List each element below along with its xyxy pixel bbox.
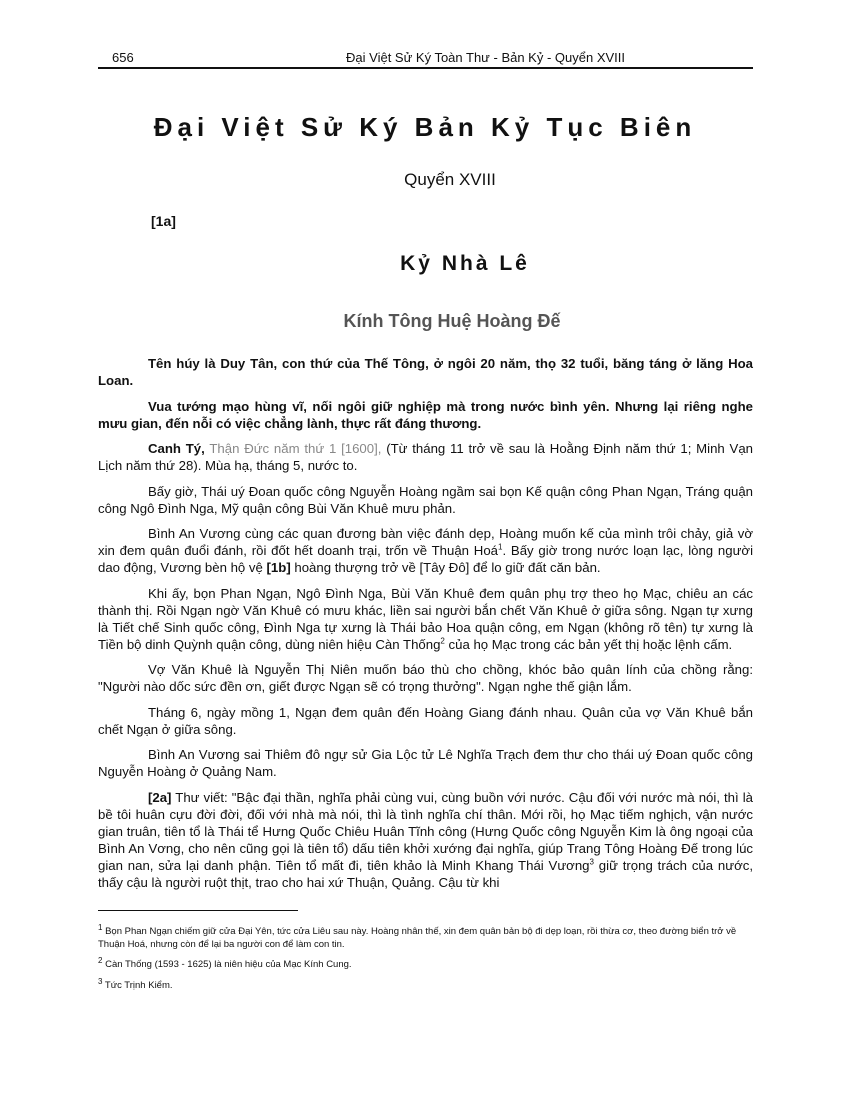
paragraph-text: Khi ấy, bọn Phan Ngạn, Ngô Đình Nga, Bùi Văn Khuê đem quân phụ trợ theo họ Mạc, chiêu an các thành thị. Rồi Ngạn ngờ Văn Khuê có mưu khác, liền sai người bắn chết Văn Khuê ở giữa sông. Ngạn tự xưng là Tiết chế Sinh quốc công, Đình Nga tự xưng là Thái bảo Hoa quận công, em Ngạn (không rõ tên) tự xưng là Tiền bộ dinh Quỳnh quận công, dùng niên hiệu Càn Thống: [98, 585, 753, 652]
paragraph-text: hoàng thượng trở về [Tây Đô] để lo giữ đất căn bản.: [290, 560, 601, 575]
footnote-ref: 3: [589, 857, 594, 867]
paragraph: [98, 585, 753, 653]
paragraph: Tên húy là Duy Tân, con thứ của Thế Tông, ở ngôi 20 năm, thọ 32 tuổi, băng táng ở lăng Hoa Loan.: [98, 356, 753, 388]
era-name: Thận Đức năm thứ 1 [1600],: [204, 441, 382, 456]
header-divider: [98, 67, 753, 69]
paragraph: Tháng 6, ngày mồng 1, Ngạn đem quân đến Hoàng Giang đánh nhau. Quân của vợ Văn Khuê bắn chết Ngạn ở giữa sông.: [98, 704, 753, 737]
page-marker-1b: [1b]: [266, 560, 291, 575]
footnote-ref: 2: [440, 636, 445, 646]
footnote-number: 3: [98, 976, 103, 986]
footnote-number: 2: [98, 955, 103, 965]
paragraph-text: . Bấy giờ trong nước loạn lạc, lòng người dao động, Vương bèn hộ vệ: [98, 543, 753, 575]
footnote: [98, 922, 753, 951]
paragraph: [98, 440, 753, 474]
footnote: [98, 976, 753, 993]
footnote-ref: 1: [498, 542, 503, 552]
page-number: 656: [112, 50, 134, 65]
page-marker-2a: [2a]: [148, 789, 172, 805]
book-title: Đại Việt Sử Ký Bản Kỷ Tục Biên: [153, 112, 697, 142]
body-text: [98, 355, 753, 899]
paragraph: Bấy giờ, Thái uý Đoan quốc công Nguyễn Hoàng ngầm sai bọn Kế quận công Phan Ngạn, Tráng quận công Ngô Đình Nga, Mỹ quận công Bùi Văn Khuê mưu phản.: [98, 483, 753, 516]
paragraph-text: của họ Mạc trong các bản yết thị hoặc lệnh cấm.: [444, 636, 733, 652]
paragraph-text: Thư viết: "Bậc đại thần, nghĩa phải cùng vui, cùng buồn với nước. Cậu đối với nước mà nói, thì là bề tôi huân cựu đời đời, đối với nhà mà nói, thì là tình nghĩa chí thân. Mới rồi, họ Mạc tiếm nghịch, vận nước gian truân, tiên tổ là Thái tể Hưng Quốc Chiêu Huân Tĩnh công (Hưng Quốc công Nguyễn Kim là ông ngoại của Bình An Vơng, cho nên cũng gọi là tiên tổ) dấu tiên khởi xướng đại nghĩa, giúp Trang Tông Hoàng Đế trong lúc gian nan, sửa lại danh phận. Tiên tổ mất đi, tiên khảo là Minh Khang Thái Vương: [98, 789, 753, 873]
volume-subtitle: Quyển XVIII: [404, 170, 496, 189]
paragraph: Vua tướng mạo hùng vĩ, nối ngôi giữ nghiệp mà trong nước bình yên. Nhưng lại riêng nghe mưu gian, đến nỗi có việc chẳng lành, thực rất đáng thương.: [98, 398, 753, 431]
paragraph: [98, 525, 753, 576]
paragraph: Vợ Văn Khuê là Nguyễn Thị Niên muốn báo thù cho chồng, khóc bảo quân lính của chồng rằng: "Người nào dốc sức đền ơn, giết được Ngạn sẽ có trọng thưởng". Ngạn nghe thế giận lắm.: [98, 662, 753, 694]
section-title: Kỷ Nhà Lê: [400, 252, 530, 275]
paragraph-text: (Từ tháng 11 trở về sau là Hoằng Định năm thứ 1; Minh Vạn Lịch năm thứ 28). Mùa hạ, tháng 5, nước to.: [98, 441, 753, 473]
emperor-title: Kính Tông Huệ Hoàng Đế: [343, 311, 561, 331]
footnote-number: 1: [98, 922, 103, 932]
page-marker-1a: [1a]: [151, 213, 176, 229]
footnotes: [98, 922, 753, 1000]
paragraph-text: Bình An Vương cùng các quan đương bàn việc đánh dẹp, Hoàng muốn kế của mình trôi chảy, giả vờ xin đem quân đuổi đánh, rồi đốt hết doanh trại, trốn về Thuận Hoá: [98, 526, 753, 558]
footnote-text: Càn Thống (1593 - 1625) là niên hiệu của Mạc Kính Cung.: [102, 959, 352, 970]
footnote-text: Tức Trịnh Kiểm.: [102, 979, 173, 991]
footnote-divider: [98, 910, 298, 911]
running-title: Đại Việt Sử Ký Toàn Thư - Bản Kỷ - Quyển XVIII: [346, 50, 625, 65]
paragraph: Bình An Vương sai Thiêm đô ngự sử Gia Lộc tử Lê Nghĩa Trạch đem thư cho thái uý Đoan quốc công Nguyễn Hoàng ở Quảng Nam.: [98, 747, 753, 779]
year-label: Canh Tý,: [148, 441, 205, 456]
paragraph: [98, 789, 753, 891]
footnote: [98, 955, 753, 972]
footnote-text: Bọn Phan Ngạn chiếm giữ cửa Đại Yên, tức cửa Liêu sau này. Hoàng nhân thế, xin đem quân bản bộ đi dẹp loạn, rồi thừa cơ, theo đường biển trở về Thuận Hoá, nhưng còn để lại ba người con để làm con tin.: [98, 926, 737, 950]
paragraph-text: giữ trọng trách của nước, thấy cậu là người ruột thịt, trao cho hai xứ Thuận, Quảng. Cậu từ khi: [98, 857, 753, 890]
